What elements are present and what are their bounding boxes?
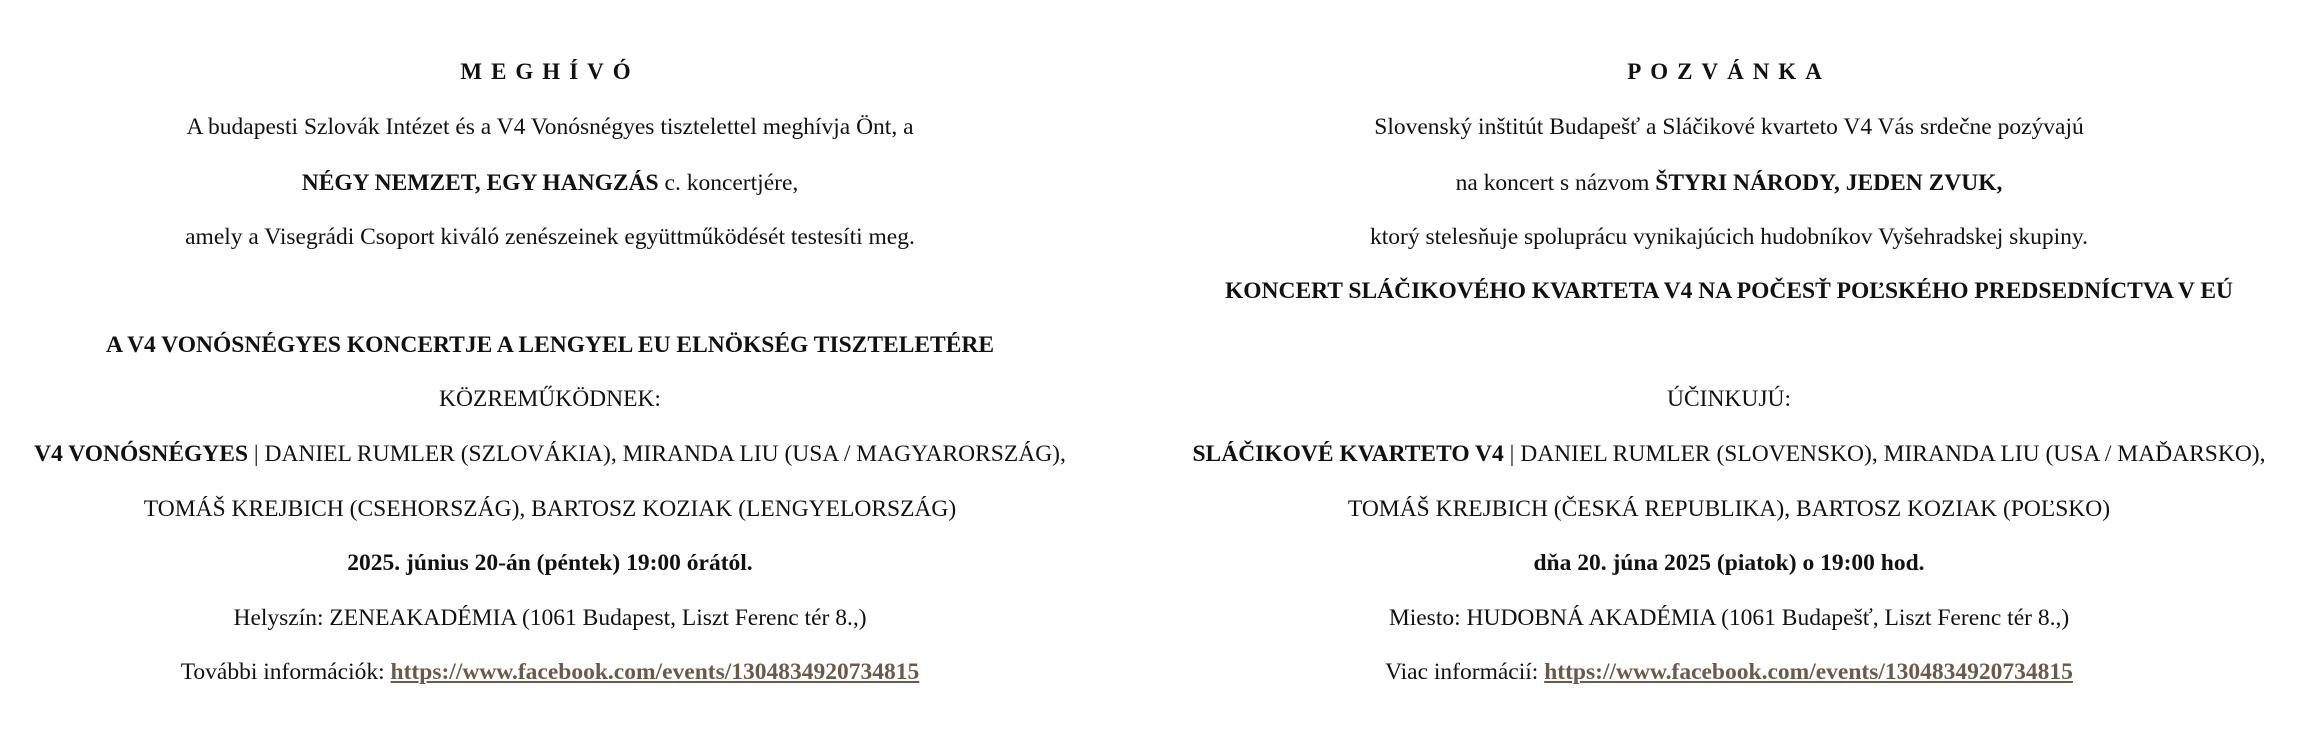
sk-concert-prefix: na koncert s názvom [1455, 170, 1656, 196]
sk-date: dňa 20. júna 2025 (piatok) o 19:00 hod. [1533, 550, 1925, 576]
sk-concert-line [1160, 168, 2298, 198]
hu-more-info [0, 657, 1100, 687]
sk-venue: Miesto: HUDOBNÁ AKADÉMIA (1061 Budapešť, Liszt Ferenc tér 8.,) [1388, 605, 2070, 631]
hu-venue: Helyszín: ZENEAKADÉMIA (1061 Budapest, Liszt Ferenc tér 8.,) [233, 605, 867, 631]
hu-facebook-link[interactable]: https://www.facebook.com/events/1304834920734815 [390, 659, 920, 685]
hu-more-info-label: További információk: [180, 659, 391, 685]
sk-line3: ktorý stelesňuje spoluprácu vynikajúcich hudobníkov Vyšehradskej skupiny. [1370, 224, 2088, 250]
sk-performers-line-1 [1160, 439, 2298, 469]
hu-ensemble: V4 VONÓSNÉGYES [34, 441, 249, 467]
hu-concert-suffix: c. koncertjére, [658, 170, 799, 196]
hu-intro: A budapesti Szlovák Intézet és a V4 Vonósnégyes tisztelettel meghívja Önt, a [186, 114, 914, 140]
sk-more-info-label: Viac informácií: [1385, 659, 1545, 685]
hu-performers-line-1 [0, 439, 1100, 469]
sk-ensemble: SLÁČIKOVÉ KVARTETO V4 [1192, 441, 1504, 467]
hu-performers-1: | DANIEL RUMLER (SZLOVÁKIA), MIRANDA LIU (USA / MAGYARORSZÁG), [248, 441, 1066, 467]
sk-concert-name: ŠTYRI NÁRODY, JEDEN ZVUK, [1655, 170, 2003, 196]
hu-line3: amely a Visegrádi Csoport kiváló zenészeinek együttműködését testesíti meg. [185, 224, 915, 250]
sk-intro: Slovenský inštitút Budapešť a Sláčikové kvarteto V4 Vás srdečne pozývajú [1374, 114, 2084, 140]
hu-date: 2025. június 20-án (péntek) 19:00 órától. [347, 550, 753, 576]
sk-headline: KONCERT SLÁČIKOVÉHO KVARTETA V4 NA POČESŤ POĽSKÉHO PREDSEDNÍCTVA V EÚ [1224, 278, 2233, 304]
hu-title: MEGHÍVÓ [460, 59, 640, 84]
hu-concert-name: NÉGY NEMZET, EGY HANGZÁS [301, 170, 659, 196]
hu-performers-line-2: TOMÁŠ KREJBICH (CSEHORSZÁG), BARTOSZ KOZIAK (LENGYELORSZÁG) [143, 496, 957, 522]
sk-performers-1: | DANIEL RUMLER (SLOVENSKO), MIRANDA LIU (USA / MAĎARSKO), [1503, 441, 2266, 467]
hu-performers-label: KÖZREMŰKÖDNEK: [439, 386, 661, 412]
sk-title: POZVÁNKA [1627, 59, 1831, 84]
hu-headline: A V4 VONÓSNÉGYES KONCERTJE A LENGYEL EU ELNÖKSÉG TISZTELETÉRE [105, 332, 995, 358]
sk-performers-line-2: TOMÁŠ KREJBICH (ČESKÁ REPUBLIKA), BARTOSZ KOZIAK (POĽSKO) [1347, 496, 2111, 522]
hu-concert-line [0, 168, 1100, 198]
sk-performers-label: ÚČINKUJÚ: [1666, 386, 1792, 412]
sk-facebook-link[interactable]: https://www.facebook.com/events/1304834920734815 [1544, 659, 2073, 685]
sk-more-info [1160, 657, 2298, 687]
